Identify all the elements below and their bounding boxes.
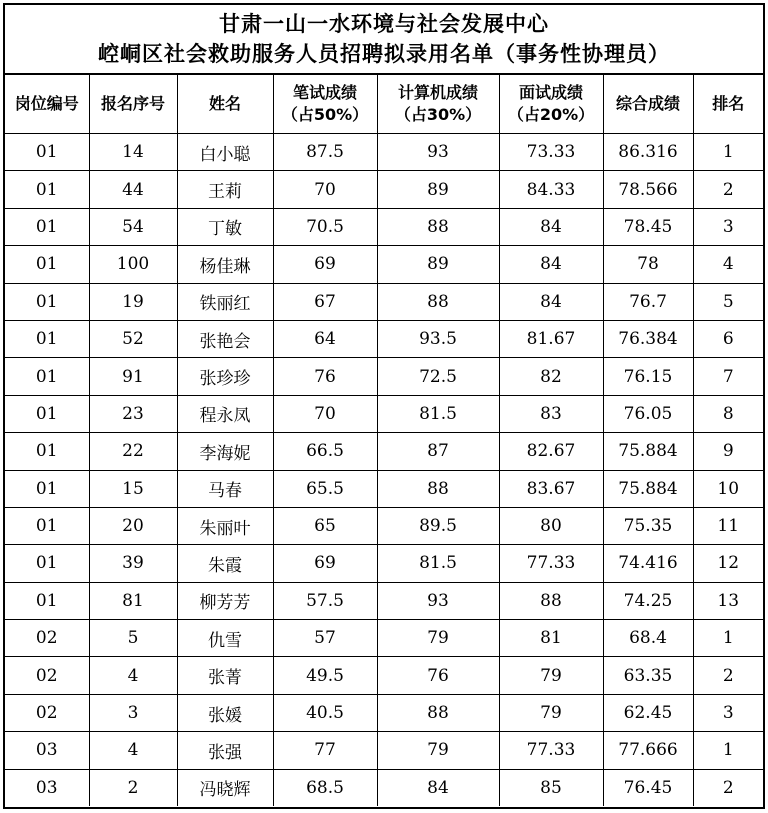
table-row bbox=[5, 657, 763, 694]
cell-registration-no: 4 bbox=[89, 657, 177, 694]
cell-written-score: 70 bbox=[273, 171, 377, 208]
table-row bbox=[5, 582, 763, 619]
cell-interview-score: 82.67 bbox=[499, 433, 603, 470]
table-row bbox=[5, 694, 763, 731]
cell-registration-no: 23 bbox=[89, 395, 177, 432]
table-row bbox=[5, 208, 763, 245]
document-sheet bbox=[3, 3, 765, 809]
cell-position-code: 01 bbox=[5, 320, 89, 357]
table-header-row bbox=[5, 75, 763, 134]
cell-rank: 1 bbox=[693, 732, 763, 769]
cell-interview-score: 84 bbox=[499, 283, 603, 320]
cell-computer-score: 93 bbox=[377, 134, 499, 171]
cell-name: 张菁 bbox=[177, 657, 273, 694]
cell-rank: 5 bbox=[693, 283, 763, 320]
cell-rank: 9 bbox=[693, 433, 763, 470]
cell-computer-score: 89 bbox=[377, 246, 499, 283]
header-total-score: 综合成绩 bbox=[603, 75, 693, 134]
header-computer-score: 计算机成绩 （占30%） bbox=[377, 75, 499, 134]
cell-position-code: 01 bbox=[5, 134, 89, 171]
cell-total-score: 68.4 bbox=[603, 620, 693, 657]
cell-interview-score: 84 bbox=[499, 246, 603, 283]
cell-interview-score: 79 bbox=[499, 694, 603, 731]
cell-total-score: 86.316 bbox=[603, 134, 693, 171]
cell-total-score: 76.15 bbox=[603, 358, 693, 395]
cell-rank: 11 bbox=[693, 507, 763, 544]
cell-interview-score: 84 bbox=[499, 208, 603, 245]
cell-computer-score: 81.5 bbox=[377, 545, 499, 582]
cell-registration-no: 100 bbox=[89, 246, 177, 283]
cell-name: 朱霞 bbox=[177, 545, 273, 582]
table-row bbox=[5, 620, 763, 657]
header-rank: 排名 bbox=[693, 75, 763, 134]
cell-position-code: 03 bbox=[5, 769, 89, 806]
cell-registration-no: 20 bbox=[89, 507, 177, 544]
cell-rank: 1 bbox=[693, 134, 763, 171]
cell-total-score: 77.666 bbox=[603, 732, 693, 769]
cell-position-code: 01 bbox=[5, 507, 89, 544]
cell-total-score: 62.45 bbox=[603, 694, 693, 731]
table-row bbox=[5, 283, 763, 320]
cell-computer-score: 89 bbox=[377, 171, 499, 208]
cell-rank: 2 bbox=[693, 657, 763, 694]
cell-computer-score: 79 bbox=[377, 620, 499, 657]
cell-written-score: 65 bbox=[273, 507, 377, 544]
document-title bbox=[5, 5, 763, 75]
cell-name: 丁敏 bbox=[177, 208, 273, 245]
cell-total-score: 63.35 bbox=[603, 657, 693, 694]
cell-written-score: 68.5 bbox=[273, 769, 377, 806]
cell-position-code: 02 bbox=[5, 694, 89, 731]
cell-rank: 13 bbox=[693, 582, 763, 619]
cell-interview-score: 81.67 bbox=[499, 320, 603, 357]
cell-rank: 2 bbox=[693, 171, 763, 208]
cell-interview-score: 84.33 bbox=[499, 171, 603, 208]
cell-position-code: 01 bbox=[5, 171, 89, 208]
cell-written-score: 49.5 bbox=[273, 657, 377, 694]
cell-computer-score: 72.5 bbox=[377, 358, 499, 395]
header-written-score: 笔试成绩 （占50%） bbox=[273, 75, 377, 134]
cell-registration-no: 52 bbox=[89, 320, 177, 357]
cell-total-score: 75.35 bbox=[603, 507, 693, 544]
cell-computer-score: 76 bbox=[377, 657, 499, 694]
cell-name: 张媛 bbox=[177, 694, 273, 731]
cell-position-code: 01 bbox=[5, 395, 89, 432]
table-row bbox=[5, 769, 763, 806]
cell-rank: 6 bbox=[693, 320, 763, 357]
cell-registration-no: 14 bbox=[89, 134, 177, 171]
cell-total-score: 74.25 bbox=[603, 582, 693, 619]
cell-name: 铁丽红 bbox=[177, 283, 273, 320]
cell-registration-no: 3 bbox=[89, 694, 177, 731]
cell-computer-score: 88 bbox=[377, 694, 499, 731]
cell-written-score: 70.5 bbox=[273, 208, 377, 245]
cell-computer-score: 89.5 bbox=[377, 507, 499, 544]
cell-computer-score: 81.5 bbox=[377, 395, 499, 432]
cell-computer-score: 79 bbox=[377, 732, 499, 769]
cell-registration-no: 19 bbox=[89, 283, 177, 320]
table-row bbox=[5, 732, 763, 769]
cell-written-score: 69 bbox=[273, 545, 377, 582]
cell-rank: 7 bbox=[693, 358, 763, 395]
table-row bbox=[5, 433, 763, 470]
cell-position-code: 01 bbox=[5, 582, 89, 619]
cell-rank: 12 bbox=[693, 545, 763, 582]
cell-rank: 4 bbox=[693, 246, 763, 283]
cell-interview-score: 79 bbox=[499, 657, 603, 694]
cell-total-score: 78.566 bbox=[603, 171, 693, 208]
table-row bbox=[5, 171, 763, 208]
cell-name: 仇雪 bbox=[177, 620, 273, 657]
cell-interview-score: 88 bbox=[499, 582, 603, 619]
cell-interview-score: 83.67 bbox=[499, 470, 603, 507]
cell-registration-no: 44 bbox=[89, 171, 177, 208]
table-row bbox=[5, 246, 763, 283]
table-row bbox=[5, 134, 763, 171]
cell-written-score: 66.5 bbox=[273, 433, 377, 470]
title-line-1: 甘肃一山一水环境与社会发展中心 bbox=[219, 11, 549, 36]
cell-written-score: 57 bbox=[273, 620, 377, 657]
cell-rank: 3 bbox=[693, 694, 763, 731]
header-position-code: 岗位编号 bbox=[5, 75, 89, 134]
cell-total-score: 76.7 bbox=[603, 283, 693, 320]
cell-written-score: 77 bbox=[273, 732, 377, 769]
cell-position-code: 01 bbox=[5, 358, 89, 395]
cell-rank: 3 bbox=[693, 208, 763, 245]
cell-name: 李海妮 bbox=[177, 433, 273, 470]
cell-position-code: 02 bbox=[5, 620, 89, 657]
cell-registration-no: 4 bbox=[89, 732, 177, 769]
cell-interview-score: 77.33 bbox=[499, 732, 603, 769]
cell-total-score: 75.884 bbox=[603, 470, 693, 507]
cell-interview-score: 80 bbox=[499, 507, 603, 544]
cell-computer-score: 87 bbox=[377, 433, 499, 470]
cell-position-code: 01 bbox=[5, 433, 89, 470]
cell-computer-score: 88 bbox=[377, 283, 499, 320]
cell-registration-no: 2 bbox=[89, 769, 177, 806]
cell-name: 冯晓辉 bbox=[177, 769, 273, 806]
table-row bbox=[5, 320, 763, 357]
cell-name: 朱丽叶 bbox=[177, 507, 273, 544]
cell-rank: 10 bbox=[693, 470, 763, 507]
cell-interview-score: 83 bbox=[499, 395, 603, 432]
cell-position-code: 02 bbox=[5, 657, 89, 694]
title-line-2: 崆峒区社会救助服务人员招聘拟录用名单（事务性协理员） bbox=[98, 41, 670, 66]
cell-registration-no: 81 bbox=[89, 582, 177, 619]
cell-written-score: 87.5 bbox=[273, 134, 377, 171]
cell-written-score: 57.5 bbox=[273, 582, 377, 619]
table-row bbox=[5, 395, 763, 432]
cell-position-code: 01 bbox=[5, 283, 89, 320]
cell-interview-score: 77.33 bbox=[499, 545, 603, 582]
cell-position-code: 01 bbox=[5, 470, 89, 507]
cell-written-score: 67 bbox=[273, 283, 377, 320]
cell-position-code: 01 bbox=[5, 545, 89, 582]
cell-interview-score: 82 bbox=[499, 358, 603, 395]
cell-rank: 1 bbox=[693, 620, 763, 657]
cell-registration-no: 22 bbox=[89, 433, 177, 470]
cell-computer-score: 84 bbox=[377, 769, 499, 806]
table-row bbox=[5, 470, 763, 507]
cell-registration-no: 5 bbox=[89, 620, 177, 657]
cell-written-score: 76 bbox=[273, 358, 377, 395]
cell-interview-score: 73.33 bbox=[499, 134, 603, 171]
cell-name: 张强 bbox=[177, 732, 273, 769]
header-name: 姓名 bbox=[177, 75, 273, 134]
cell-position-code: 01 bbox=[5, 208, 89, 245]
cell-written-score: 70 bbox=[273, 395, 377, 432]
cell-interview-score: 85 bbox=[499, 769, 603, 806]
cell-name: 程永凤 bbox=[177, 395, 273, 432]
results-table bbox=[5, 75, 763, 806]
cell-written-score: 65.5 bbox=[273, 470, 377, 507]
table-row bbox=[5, 358, 763, 395]
cell-total-score: 78.45 bbox=[603, 208, 693, 245]
cell-computer-score: 93 bbox=[377, 582, 499, 619]
cell-name: 白小聪 bbox=[177, 134, 273, 171]
cell-total-score: 76.384 bbox=[603, 320, 693, 357]
cell-written-score: 40.5 bbox=[273, 694, 377, 731]
cell-name: 王莉 bbox=[177, 171, 273, 208]
cell-registration-no: 54 bbox=[89, 208, 177, 245]
cell-registration-no: 39 bbox=[89, 545, 177, 582]
cell-registration-no: 91 bbox=[89, 358, 177, 395]
cell-rank: 2 bbox=[693, 769, 763, 806]
cell-total-score: 76.05 bbox=[603, 395, 693, 432]
cell-total-score: 75.884 bbox=[603, 433, 693, 470]
cell-computer-score: 88 bbox=[377, 208, 499, 245]
cell-total-score: 76.45 bbox=[603, 769, 693, 806]
cell-total-score: 74.416 bbox=[603, 545, 693, 582]
cell-name: 杨佳琳 bbox=[177, 246, 273, 283]
cell-position-code: 03 bbox=[5, 732, 89, 769]
table-row bbox=[5, 545, 763, 582]
cell-position-code: 01 bbox=[5, 246, 89, 283]
cell-total-score: 78 bbox=[603, 246, 693, 283]
cell-interview-score: 81 bbox=[499, 620, 603, 657]
cell-name: 张珍珍 bbox=[177, 358, 273, 395]
header-interview-score: 面试成绩 （占20%） bbox=[499, 75, 603, 134]
header-registration-no: 报名序号 bbox=[89, 75, 177, 134]
cell-written-score: 64 bbox=[273, 320, 377, 357]
cell-computer-score: 88 bbox=[377, 470, 499, 507]
cell-computer-score: 93.5 bbox=[377, 320, 499, 357]
cell-name: 马春 bbox=[177, 470, 273, 507]
cell-name: 柳芳芳 bbox=[177, 582, 273, 619]
cell-written-score: 69 bbox=[273, 246, 377, 283]
cell-registration-no: 15 bbox=[89, 470, 177, 507]
cell-name: 张艳会 bbox=[177, 320, 273, 357]
table-row bbox=[5, 507, 763, 544]
cell-rank: 8 bbox=[693, 395, 763, 432]
